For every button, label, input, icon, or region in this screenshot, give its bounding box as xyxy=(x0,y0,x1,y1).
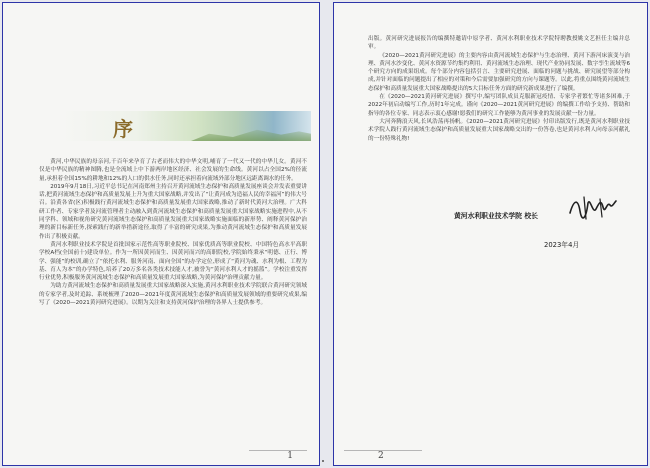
left-paragraph-3: 黄河水利职业技术学院是首批国家示范性高等职业院校、国家优质高等职业院校、中国特色高水平高职学校A档(全国前十)建设单位。作为一所因黄河而生、因黄河而兴的高职院校,学院始终秉承“明德、正行、博学、强能”的校训,确立了“依托水利、服务河南、面向全国”的办学定位,形成了“黄河为魂、水利为根、工程为基、育人为本”的办学特色,培养了20万多名各类技术技能人才,被誉为“黄河水利人才的摇篮”。学校注重发挥行业优势,积极服务黄河流域生态保护和高质量发展重大国家战略,为黄河保护治理贡献力量。 xyxy=(39,241,307,282)
gutter-mark xyxy=(322,460,324,462)
left-paragraph-4: 为助力黄河流域生态保护和高质量发展重大国家战略深入实施,黄河水利职业技术学院联合黄河研究领域的专家学者,及时追踪、系统梳理了2020—2021年度黄河流域生态保护和高质量发展领域的重要研究成果,编写了《2020—2021黄河研究进展》。以期为关注和支持黄河保护治理的各界人士提供参考。 xyxy=(39,283,307,307)
right-page xyxy=(333,2,648,466)
page-number-rule xyxy=(249,450,307,451)
right-paragraph-4: 大河奔腾浪天风,长风浩荡再扬帆。《2020—2021黄河研究进展》付印出版发行,既是黄河水利职业技术学院人践行黄河流域生态保护和高质量发展重大国家战略交出的一份答卷,也是黄河水利人向母亲河献礼的一份特殊礼物! xyxy=(368,118,630,142)
date-line: 2023年4月 xyxy=(544,241,580,249)
signature-line: 黄河水利职业技术学院 校长 xyxy=(454,212,538,220)
left-page xyxy=(2,2,320,466)
left-page-body xyxy=(39,158,307,307)
left-page-number: 1 xyxy=(287,451,293,461)
right-page-number: 2 xyxy=(378,451,384,461)
preface-banner xyxy=(61,111,311,141)
right-paragraph-3: 在《2020—2021黄河研究进展》撰写中,编写团队成员克服新冠疫情、专家学者繁忙等诸多困难,于2022年初启动编写工作,历时1年完成。谨向《2020—2021黄河研究进展》的编撰工作给予支持、帮助和指导的各位专家、同志表示衷心感谢!愿我们的研究工作能够为黄河事业的发展贡献一份力量。 xyxy=(368,94,630,117)
right-paragraph-2: 《2020—2021黄河研究进展》的主要内容由黄河流域生态保护与生态治理、黄河下游河床演变与治理、黄河水沙变化、黄河水资源节约集约利用、黄河流域生态治理、现代产业协同发展、数字孪生流域等6个研究方向的成果组成。每个部分内容包括引言、主要研究进展、面临的问题与挑战、研究展望等部分构成,并针对面临的问题提出了相应的对策和今后需要加强研究的方向与课题等。以此,将重点围绕黄河流域生态保护和高质量发展重大国家战略提出的5大目标任务方面的研究新成果进行了编撰。 xyxy=(368,52,630,92)
preface-heading: 序 xyxy=(113,117,134,141)
right-page-body xyxy=(368,35,630,143)
landscape-banner-image xyxy=(191,125,311,141)
handwritten-signature-icon xyxy=(566,193,618,223)
left-paragraph-2: 2019年9月18日,习近平总书记在河南郑州主持召开黄河流域生态保护和高质量发展座谈会并发表重要讲话,把黄河流域生态保护和高质量发展上升为重大国家战略,并发出了“让黄河成为造福人民的幸福河”的伟大号召。沿黄各省(区)积极践行黄河流域生态保护和高质量发展重大国家战略,推动了新时代黄河大治理。广大科研工作者、专家学者及河流管理者主动融入到黄河流域生态保护和高质量发展重大国家战略实施进程中,从不同学科、领域和视角研究黄河流域生态保护和高质量发展重大国家战略实施面临的新形势、阐释黄河保护治理的新目标新任务,探索践行的新举措新途径,取得了丰富的研究成果,为推动黄河流域生态保护和高质量发展作出了积极贡献。 xyxy=(39,183,307,240)
right-paragraph-1: 出版。黄河研究进展报告的编撰特邀请中原学者、黄河水利职业技术学院特聘教授姚文艺担任主编并总审。 xyxy=(368,36,630,51)
left-paragraph-1: 黄河,中华民族的母亲河,千百年来孕育了古老而伟大的中华文明,哺育了一代又一代的中华儿女。黄河不仅是中华民族的精神图腾,也是全流域上中下游两岸地区经济、社会发展的生命线。黄河以占全国2%的径流量,承担着全国15%的耕地和12%的人口的供水任务,同时还承担着向流域外部分地区远距离调水的任务。 xyxy=(39,159,307,182)
